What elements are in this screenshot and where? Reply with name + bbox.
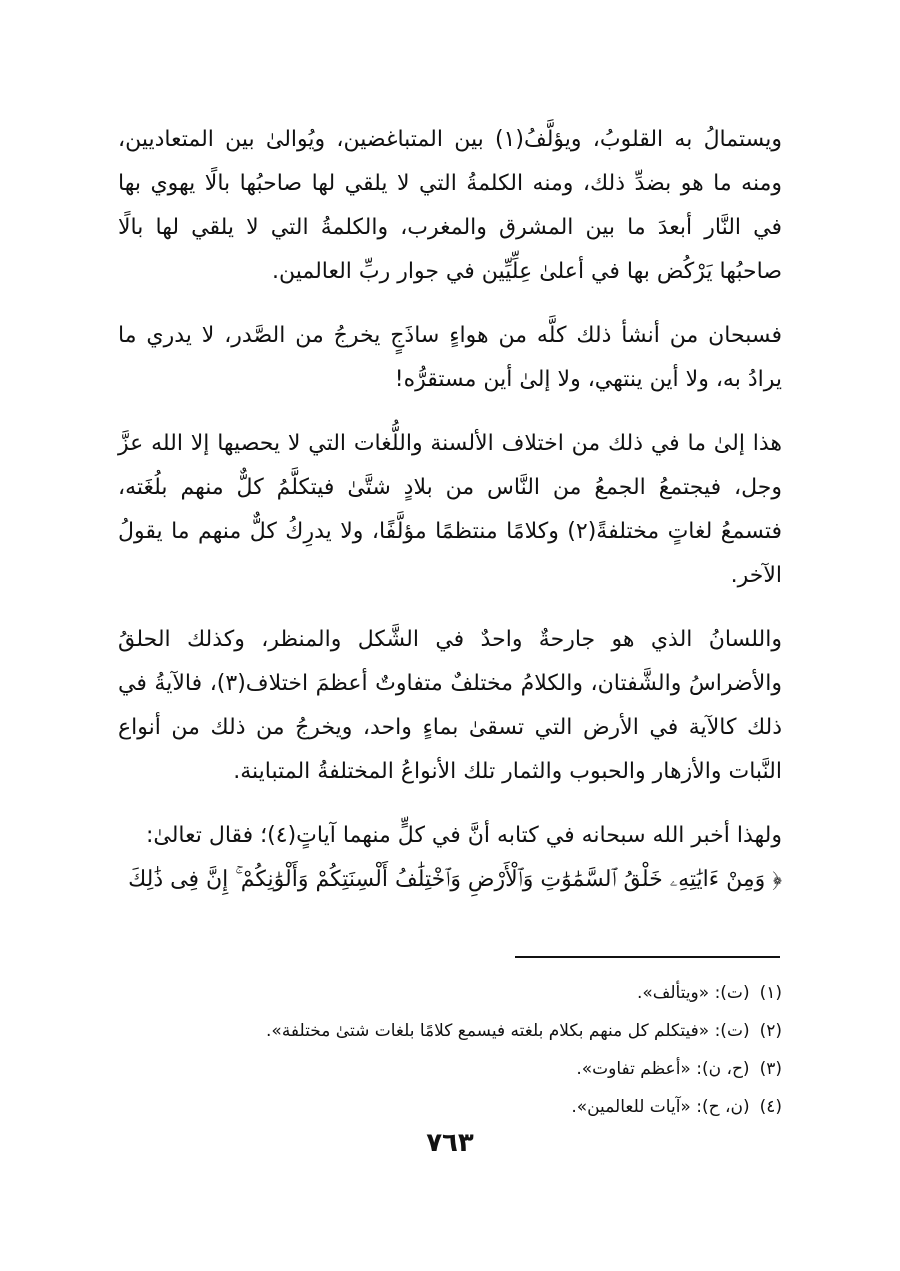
quran-verse: ﴿ وَمِنْ ءَايَٰتِهِۦ خَلْقُ ٱلسَّمَٰوَٰتِ وَٱلْأَرْضِ وَٱخْتِلَٰفُ أَلْسِنَتِكُمْ وَأَلْوَٰنِكُمْ ۚ إِنَّ فِى ذَٰلِكَ bbox=[128, 867, 782, 892]
footnote-item bbox=[118, 974, 782, 1012]
footnote-item bbox=[118, 1088, 782, 1126]
footnote-text: (ت): «فيتكلم كل منهم بكلام بلغته فيسمع كلامًا بلغات شتىٰ مختلفة». bbox=[266, 1021, 750, 1041]
footnote-number: (٢) bbox=[759, 1021, 782, 1041]
paragraph-5: ولهذا أخبر الله سبحانه في كتابه أنَّ في كلٍّ منهما آياتٍ(٤)؛ فقال تعالىٰ: bbox=[145, 823, 782, 848]
paragraph-1: ويستمالُ به القلوبُ، ويؤلَّفُ(١) بين المتباغضين، ويُوالىٰ بين المتعاديين، ومنه ما هو بضدِّ ذلك، ومنه الكلمةُ التي لا يلقي لها صاحبُها بالًا يهوي بها في النَّار أبعدَ ما بين المشرق والمغرب، والكلمةُ التي لا يلقي لها بالًا صاحبُها يَرْكُض بها في أعلىٰ عِلِّيِّين في جوار ربِّ العالمين. bbox=[118, 127, 782, 284]
paragraph-2: فسبحان من أنشأ ذلك كلَّه من هواءٍ ساذَجٍ يخرجُ من الصَّدر، لا يدري ما يرادُ به، ولا أين ينتهي، ولا إلىٰ أين مستقرُّه! bbox=[118, 323, 782, 392]
footnote-number: (٣) bbox=[759, 1059, 782, 1079]
page-number: ٧٦٣ bbox=[426, 1128, 474, 1158]
footnote-number: (٤) bbox=[759, 1097, 782, 1117]
footnote-item bbox=[118, 1012, 782, 1050]
footnote-text: (ح، ن): «أعظم تفاوت». bbox=[576, 1059, 750, 1079]
footnote-text: (ت): «ويتألف». bbox=[636, 983, 750, 1003]
paragraph-4: واللسانُ الذي هو جارحةٌ واحدٌ في الشَّكل والمنظر، وكذلك الحلقُ والأضراسُ والشَّفتان، والكلامُ مختلفٌ متفاوتٌ أعظمَ اختلاف(٣)، فالآيةُ في ذلك كالآية في الأرض التي تسقىٰ بماءٍ واحد، ويخرجُ من ذلك من أنواع النَّبات والأزهار والحبوب والثمار تلك الأنواعُ المختلفةُ المتباينة. bbox=[118, 627, 782, 784]
footnotes-list bbox=[118, 974, 782, 1126]
footnote-text: (ن، ح): «آيات للعالمين». bbox=[571, 1097, 750, 1117]
main-text bbox=[118, 118, 782, 902]
paragraph-3: هذا إلىٰ ما في ذلك من اختلاف الألسنة واللُّغات التي لا يحصيها إلا الله عزَّ وجل، فيجتمعُ الجمعُ من النَّاس من بلادٍ شتَّىٰ فيتكلَّمُ كلٌّ منهم بلُغَته، فتسمعُ لغاتٍ مختلفةً(٢) وكلامًا منتظمًا مؤلَّفًا، ولا يدرِكُ كلٌّ منهم ما يقولُ الآخر. bbox=[118, 431, 782, 588]
footnote-item bbox=[118, 1050, 782, 1088]
footnote-number: (١) bbox=[759, 983, 782, 1003]
footnote-separator bbox=[515, 956, 780, 958]
